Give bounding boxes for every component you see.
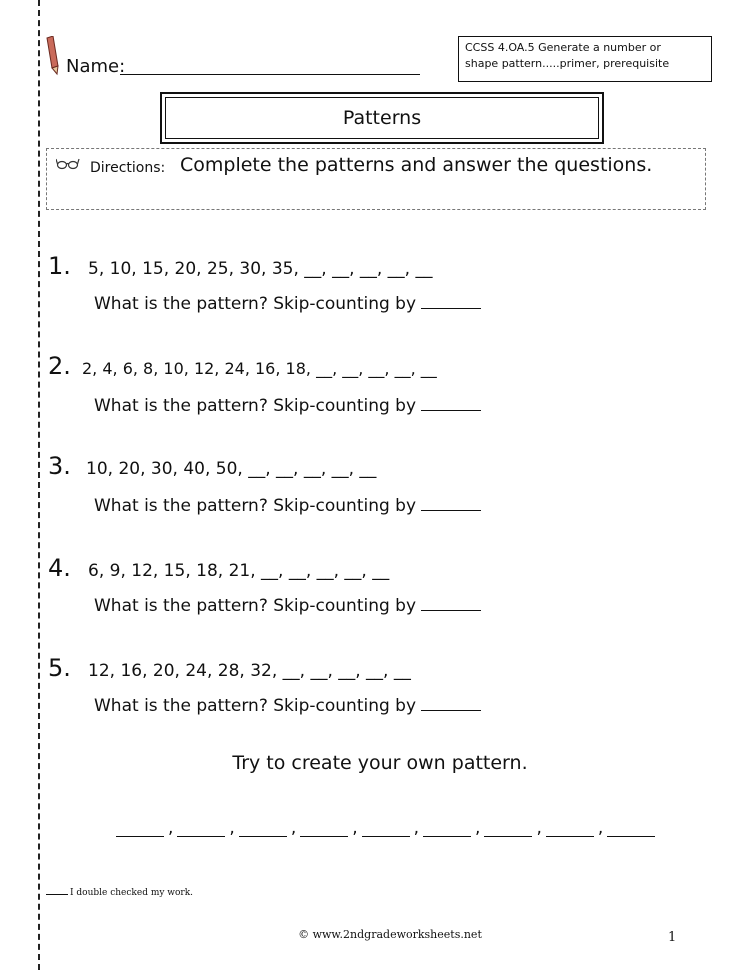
problem-2 [48, 352, 437, 380]
page-number: 1 [668, 930, 677, 945]
own-pattern-blank[interactable] [300, 818, 348, 837]
problem-number: 3. [48, 452, 71, 480]
ccss-standard-box [458, 36, 712, 82]
copyright-text: © www.2ndgradeworksheets.net [298, 928, 482, 941]
answer-blank[interactable] [421, 509, 481, 511]
answer-blank[interactable] [421, 409, 481, 411]
question-text: What is the pattern? Skip-counting by [94, 496, 417, 516]
problem-5 [48, 654, 411, 682]
comma-separator: , [597, 818, 604, 838]
margin-dashed-line [38, 0, 40, 970]
question-1 [94, 294, 481, 314]
problem-sequence[interactable]: 6, 9, 12, 15, 18, 21, __, __, __, __, __ [88, 561, 390, 581]
ccss-line-2: shape pattern.....primer, prerequisite [465, 57, 670, 70]
own-pattern-blank[interactable] [546, 818, 594, 837]
comma-separator: , [475, 818, 481, 838]
own-pattern-blank[interactable] [177, 818, 225, 837]
question-text: What is the pattern? Skip-counting by [94, 294, 417, 314]
problem-sequence[interactable]: 12, 16, 20, 24, 28, 32, __, __, __, __, __ [88, 661, 411, 681]
answer-blank[interactable] [421, 609, 481, 611]
question-4 [94, 596, 481, 616]
comma-separator: , [229, 818, 235, 838]
own-pattern-blanks [116, 818, 655, 838]
directions-text: Complete the patterns and answer the questions. [180, 154, 653, 176]
own-pattern-blank[interactable] [423, 818, 471, 837]
question-text: What is the pattern? Skip-counting by [94, 696, 417, 716]
pencil-icon [44, 36, 60, 76]
self-check-text: I double checked my work. [70, 888, 194, 898]
page-title: Patterns [165, 97, 599, 139]
self-check-blank[interactable] [46, 894, 68, 895]
ccss-line-1: CCSS 4.OA.5 Generate a number or [465, 41, 661, 54]
answer-blank[interactable] [421, 307, 481, 309]
comma-separator: , [536, 818, 542, 838]
question-2 [94, 396, 481, 416]
self-check [46, 888, 193, 898]
question-5 [94, 696, 481, 716]
own-pattern-blank[interactable] [484, 818, 532, 837]
problem-3 [48, 452, 376, 480]
glasses-icon [56, 158, 80, 170]
problem-sequence[interactable]: 10, 20, 30, 40, 50, __, __, __, __, __ [86, 459, 377, 479]
own-pattern-blank[interactable] [116, 818, 164, 837]
comma-separator: , [290, 818, 297, 838]
problem-number: 4. [48, 554, 71, 582]
comma-separator: , [168, 818, 174, 838]
question-3 [94, 496, 481, 516]
own-pattern-blank[interactable] [362, 818, 410, 837]
problem-number: 5. [48, 654, 71, 682]
problem-4 [48, 554, 389, 582]
comma-separator: , [352, 818, 358, 838]
own-pattern-blank[interactable] [607, 818, 655, 837]
title-box [160, 92, 604, 144]
name-label: Name: [66, 56, 126, 77]
problem-number: 1. [48, 252, 71, 280]
answer-blank[interactable] [421, 709, 481, 711]
comma-separator: , [413, 818, 420, 838]
directions-label: Directions: [90, 160, 166, 176]
problem-sequence[interactable]: 5, 10, 15, 20, 25, 30, 35, __, __, __, __, __ [88, 259, 433, 279]
question-text: What is the pattern? Skip-counting by [94, 396, 417, 416]
problem-sequence[interactable]: 2, 4, 6, 8, 10, 12, 24, 16, 18, __, __, __, __, __ [82, 359, 437, 378]
own-pattern-prompt: Try to create your own pattern. [232, 752, 528, 774]
problem-number: 2. [48, 352, 71, 380]
question-text: What is the pattern? Skip-counting by [94, 596, 417, 616]
problem-1 [48, 252, 433, 280]
name-blank-line[interactable] [120, 74, 420, 75]
own-pattern-blank[interactable] [239, 818, 287, 837]
